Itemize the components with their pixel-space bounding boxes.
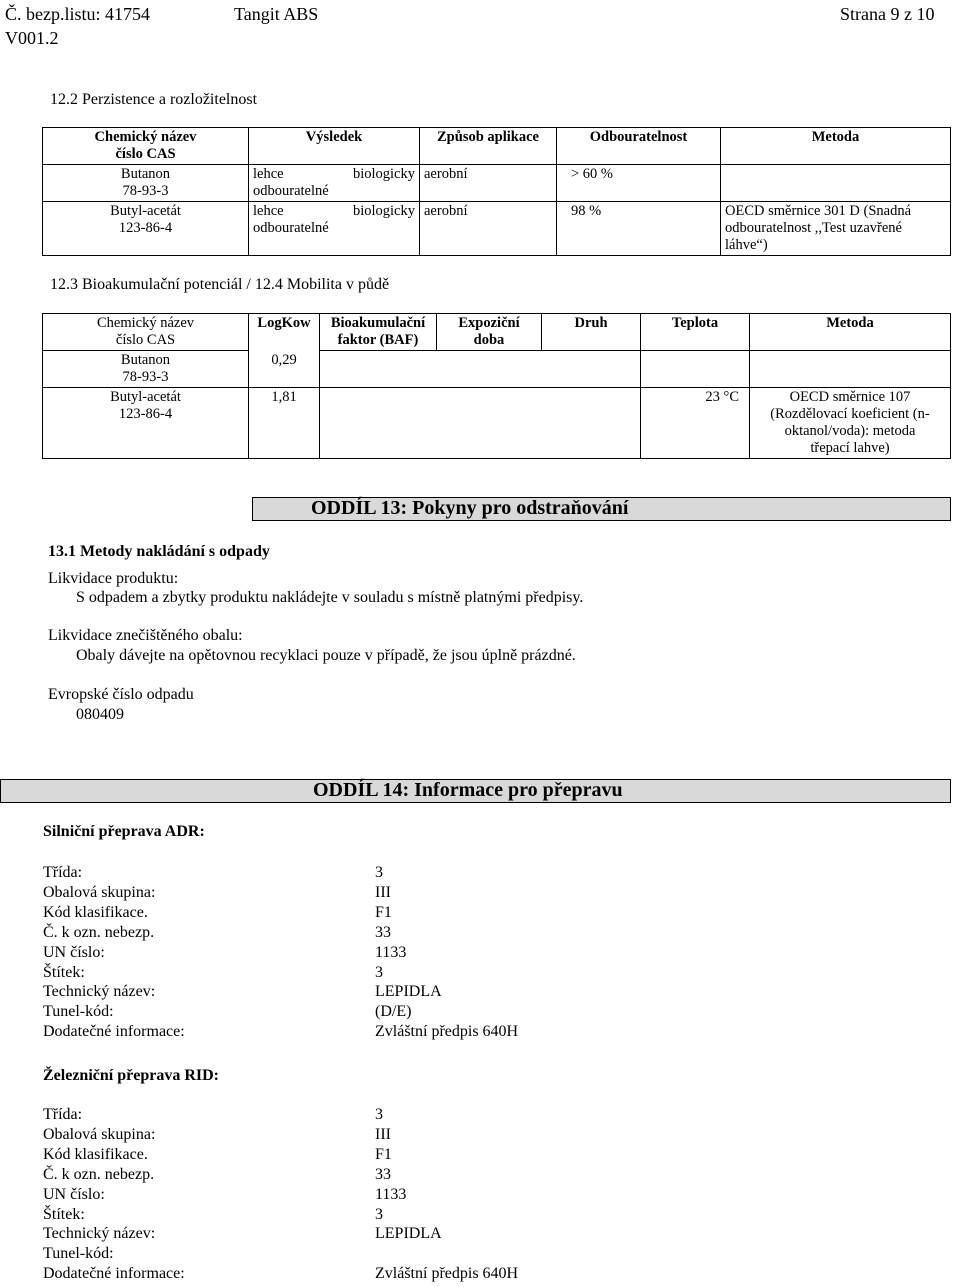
method-cell <box>721 165 951 202</box>
waste-code: 080409 <box>76 706 124 723</box>
result-cell <box>249 202 420 256</box>
transport-value: III <box>375 1125 391 1143</box>
section-13-1-title: 13.1 Metody nakládání s odpady <box>48 543 270 560</box>
transport-label: Kód klasifikace. <box>43 1145 148 1163</box>
table-row <box>43 202 951 256</box>
transport-label: Tunel-kód: <box>43 1003 114 1021</box>
header-method: Metoda <box>721 128 951 165</box>
transport-value: F1 <box>375 903 392 921</box>
transport-value: Zvláštní předpis 640H <box>375 1265 519 1283</box>
transport-label: Štítek: <box>43 963 85 981</box>
transport-label: Dodatečné informace: <box>43 1265 185 1283</box>
table-header-row <box>43 314 951 351</box>
transport-label: Dodatečné informace: <box>43 1023 185 1041</box>
packaging-disposal-label: Likvidace znečištěného obalu: <box>48 627 243 644</box>
degradability-cell: 98 % <box>557 202 721 256</box>
table-header-row <box>43 128 951 165</box>
application-cell: aerobní <box>420 165 557 202</box>
header-logkow: LogKow <box>249 314 320 351</box>
header-baf-line2: faktor (BAF) <box>337 332 419 348</box>
chem-cell <box>43 351 249 388</box>
transport-label: UN číslo: <box>43 1185 105 1203</box>
transport-value: 33 <box>375 923 391 941</box>
transport-value: 3 <box>375 1106 383 1123</box>
transport-label: Štítek: <box>43 1205 85 1223</box>
transport-label: Obalová skupina: <box>43 1125 156 1143</box>
product-disposal-text: S odpadem a zbytky produktu nakládejte v souladu s místně platnými předpisy. <box>76 589 584 606</box>
table-row <box>43 351 951 388</box>
degradability-cell: > 60 % <box>557 165 721 202</box>
logkow-cell: 1,81 <box>249 388 320 459</box>
transport-label: Technický název: <box>43 983 156 1001</box>
header-exposure <box>437 314 542 351</box>
method-cell <box>721 202 951 256</box>
transport-value: Zvláštní předpis 640H <box>375 1023 519 1041</box>
header-degradability: Odbouratelnost <box>557 128 721 165</box>
header-baf <box>320 314 437 351</box>
result-cell <box>249 165 420 202</box>
adr-title: Silniční přeprava ADR: <box>43 823 205 840</box>
rid-title: Železniční přeprava RID: <box>43 1067 219 1084</box>
transport-label: Třída: <box>43 1106 83 1123</box>
transport-label: Technický název: <box>43 1225 156 1243</box>
empty-cell <box>320 388 641 459</box>
transport-label: Tunel-kód: <box>43 1245 114 1263</box>
header-exposure-line1: Expoziční <box>458 315 520 331</box>
application-cell: aerobní <box>420 202 557 256</box>
header-baf-line1: Bioakumulační <box>330 315 426 331</box>
transport-label: UN číslo: <box>43 943 105 961</box>
method-line: třepací lahve) <box>810 440 890 456</box>
temperature-cell <box>641 351 750 388</box>
result-word: lehce <box>253 166 284 182</box>
transport-value: 1133 <box>375 943 407 961</box>
table-row <box>43 165 951 202</box>
transport-value: 3 <box>375 963 383 981</box>
chem-cell <box>43 388 249 459</box>
method-line: OECD směrnice 301 D (Snadná <box>725 203 912 219</box>
transport-value: 3 <box>375 1205 383 1223</box>
section-13-title: ODDÍL 13: Pokyny pro odstraňování <box>311 497 629 519</box>
transport-label: Třída: <box>43 864 83 881</box>
chem-cell <box>43 202 249 256</box>
logkow-cell: 0,29 <box>249 351 320 388</box>
persistence-table <box>42 127 951 256</box>
chem-name: Butyl-acetát <box>110 389 181 405</box>
transport-value: LEPIDLA <box>375 983 442 1001</box>
result-word: biologicky <box>352 203 415 219</box>
chem-name: Butyl-acetát <box>110 203 181 219</box>
cas-number: 123-86-4 <box>118 220 173 236</box>
header-chem-line2: číslo CAS <box>115 146 176 162</box>
result-word: lehce <box>253 203 284 219</box>
chem-name: Butanon <box>120 352 171 368</box>
header-kind: Druh <box>542 314 641 351</box>
transport-label: Kód klasifikace. <box>43 903 148 921</box>
transport-value: 3 <box>375 864 383 881</box>
chem-name: Butanon <box>120 166 171 182</box>
header-method: Metoda <box>750 314 951 351</box>
result-word: odbouratelné <box>253 183 329 199</box>
product-name: Tangit ABS <box>234 4 319 24</box>
bioaccumulation-table <box>42 313 951 459</box>
product-disposal-label: Likvidace produktu: <box>48 570 179 587</box>
transport-label: Obalová skupina: <box>43 883 156 901</box>
header-temperature: Teplota <box>641 314 750 351</box>
method-line: oktanol/voda): metoda <box>784 423 916 439</box>
header-chem-line2: číslo CAS <box>115 332 176 348</box>
method-line: odbouratelnost ,,Test uzavřené <box>725 220 902 236</box>
header-chem <box>43 314 249 351</box>
method-line: láhve“) <box>725 237 768 253</box>
header-application: Způsob aplikace <box>420 128 557 165</box>
waste-code-label: Evropské číslo odpadu <box>48 686 194 703</box>
header-chem <box>43 128 249 165</box>
transport-value: LEPIDLA <box>375 1225 442 1243</box>
empty-cell <box>320 351 641 388</box>
header-result: Výsledek <box>249 128 420 165</box>
method-line: OECD směrnice 107 <box>789 389 911 405</box>
header-exposure-line2: doba <box>473 332 505 348</box>
section-12-3-title: 12.3 Bioakumulační potenciál / 12.4 Mobilita v půdě <box>50 276 390 293</box>
transport-value: III <box>375 883 391 901</box>
transport-value: (D/E) <box>375 1003 412 1021</box>
method-line: (Rozdělovací koeficient (n- <box>770 406 930 422</box>
table-row <box>43 388 951 459</box>
page-number: Strana 9 z 10 <box>840 4 935 24</box>
cas-number: 123-86-4 <box>118 406 173 422</box>
method-cell <box>750 388 951 459</box>
result-word: biologicky <box>352 166 415 182</box>
cas-number: 78-93-3 <box>122 183 169 199</box>
chem-cell <box>43 165 249 202</box>
header-chem-line1: Chemický název <box>96 315 195 331</box>
version: V001.2 <box>5 28 59 48</box>
sheet-number: Č. bezp.listu: 41754 <box>5 4 150 24</box>
temperature-cell: 23 °C <box>641 388 750 459</box>
transport-value: F1 <box>375 1145 392 1163</box>
result-word: odbouratelné <box>253 220 329 236</box>
packaging-disposal-text: Obaly dávejte na opětovnou recyklaci pouze v případě, že jsou úplně prázdné. <box>76 647 576 664</box>
transport-value: 1133 <box>375 1185 407 1203</box>
header-chem-line1: Chemický název <box>94 129 197 145</box>
transport-label: Č. k ozn. nebezp. <box>43 923 155 941</box>
section-12-2-title: 12.2 Perzistence a rozložitelnost <box>50 91 258 108</box>
transport-value: 33 <box>375 1165 391 1183</box>
section-14-title: ODDÍL 14: Informace pro přepravu <box>313 779 623 801</box>
cas-number: 78-93-3 <box>122 369 169 385</box>
method-cell <box>750 351 951 388</box>
transport-label: Č. k ozn. nebezp. <box>43 1165 155 1183</box>
